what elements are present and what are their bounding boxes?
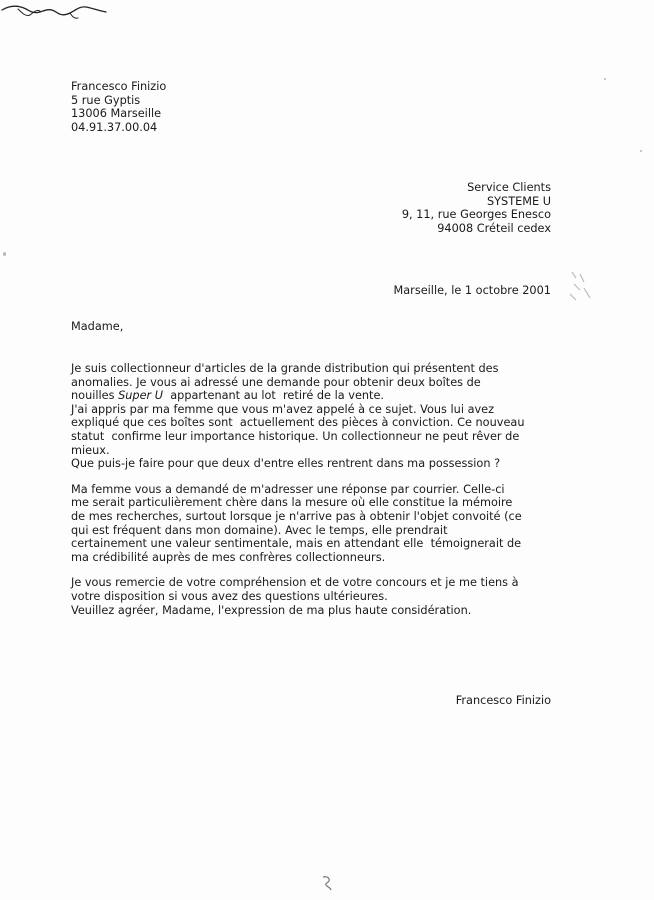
sender-city: 13006 Marseille [71,107,162,121]
recipient-department: Service Clients [467,181,551,194]
body-line: statut confirme leur importance historique. Un collectionneur ne peut rêver de [71,429,520,443]
body-line: Que puis-je faire pour que deux d'entre elles rentrent dans ma possession ? [71,457,501,471]
scan-smudge [566,268,594,304]
paragraph-1 [71,362,559,471]
sender-address [71,80,166,134]
sender-phone: 04.91.37.00.04 [71,120,158,134]
salutation: Madame, [71,320,124,333]
body-line: expliqué que ces boîtes sont actuellement des pièces à conviction. Ce nouveau [71,416,525,430]
body-line: Ma femme vous a demandé de m'adresser une réponse par courrier. Celle-ci [71,482,505,496]
body-line: ma crédibilité auprès de mes confrères collectionneurs. [71,550,386,564]
product-name: Super U [118,389,164,403]
scan-speck [640,150,642,152]
sender-street: 5 rue Gyptis [71,93,141,107]
body-line [71,389,559,403]
paragraph-3 [71,576,559,603]
body-line: me serait particulièrement chère dans la mesure où elle constitue la mémoire [71,496,513,510]
scan-speck [3,252,6,256]
body-line: votre disposition si vous avez des questions ultérieures. [71,589,388,603]
body-line: Je vous remercie de votre compréhension et de votre concours et je me tiens à [71,576,519,590]
letter-date: Marseille, le 1 octobre 2001 [393,284,551,297]
body-line: certainement une valeur sentimentale, mais en attendant elle témoignerait de [71,537,522,551]
closing-formula: Veuillez agréer, Madame, l'expression de ma plus haute considération. [71,604,472,617]
recipient-city: 94008 Créteil cedex [437,221,551,235]
body-text: appartenant au lot retiré de la vente. [163,389,385,403]
body-line: de mes recherches, surtout lorsque je n'arrive pas à obtenir l'objet convoité (ce [71,509,522,523]
body-line: qui est fréquent dans mon domaine). Avec le temps, elle prendrait [71,523,448,537]
body-line: mieux. [71,443,110,457]
recipient-street: 9, 11, rue Georges Enesco [401,208,551,222]
recipient-company: SYSTEME U [486,194,551,208]
recipient-address [402,181,551,235]
sender-name: Francesco Finizio [71,80,167,93]
scan-speck [604,78,606,80]
scan-smudge [320,874,334,892]
body-text: nouilles [71,389,119,403]
body-line: J'ai appris par ma femme que vous m'avez appelé à ce sujet. Vous lui avez [71,402,495,416]
signer-name: Francesco Finizio [455,694,551,707]
body-line: anomalies. Je vous ai adressé une demande pour obtenir deux boîtes de [71,375,481,389]
letter-body [71,362,559,616]
body-line: Je suis collectionneur d'articles de la grande distribution qui présentent des [71,362,499,375]
handwritten-signature [0,0,110,22]
paragraph-2 [71,483,559,565]
